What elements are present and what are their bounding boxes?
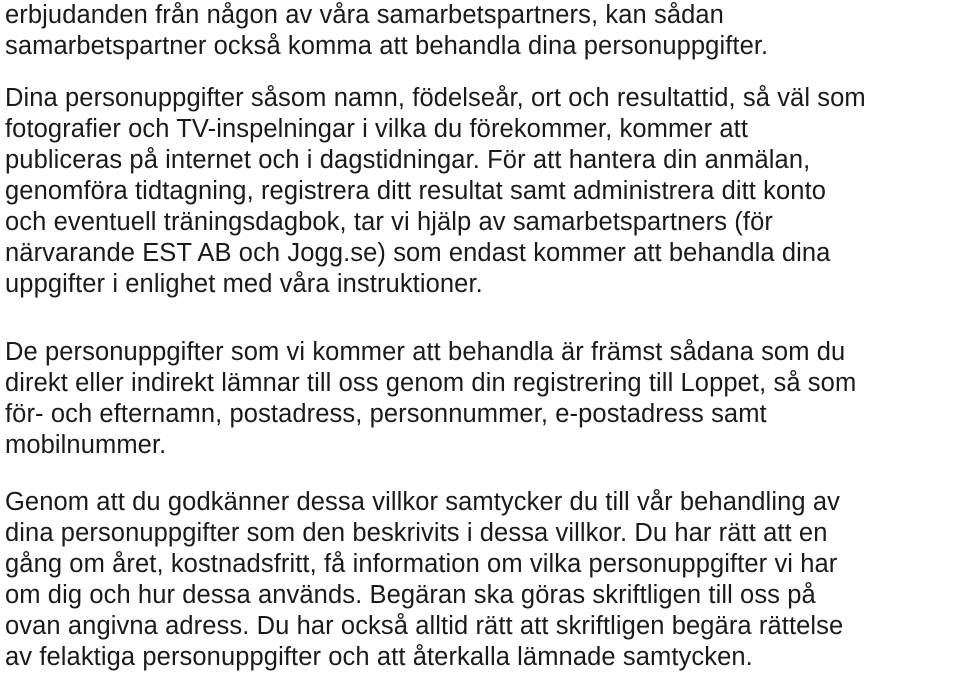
text-line: De personuppgifter som vi kommer att behandla är främst sådana som du (5, 338, 846, 366)
text-line: samarbetspartner också komma att behandla dina personuppgifter. (5, 32, 769, 60)
paragraph-partner-processing (5, 0, 768, 62)
text-line: direkt eller indirekt lämnar till oss genom din registrering till Loppet, så som (5, 369, 857, 397)
text-line: närvarande EST AB och Jogg.se) som endast kommer att behandla dina (5, 239, 831, 267)
text-line: mobilnummer. (5, 431, 167, 459)
text-line: av felaktiga personuppgifter och att återkalla lämnade samtycken. (5, 643, 753, 671)
text-line: erbjudanden från någon av våra samarbetspartners, kan sådan (5, 1, 724, 29)
text-line: uppgifter i enlighet med våra instruktioner. (5, 270, 483, 298)
paragraph-consent-rights (5, 487, 843, 673)
text-line: om dig och hur dessa används. Begäran ska göras skriftligen till oss på (5, 581, 816, 609)
text-line: dina personuppgifter som den beskrivits i dessa villkor. Du har rätt att en (5, 519, 828, 547)
text-line: och eventuell träningsdagbok, tar vi hjälp av samarbetspartners (för (5, 208, 773, 236)
text-line: för- och efternamn, postadress, personnummer, e-postadress samt (5, 400, 767, 428)
text-line: gång om året, kostnadsfritt, få information om vilka personuppgifter vi har (5, 550, 838, 578)
paragraph-data-collected (5, 337, 856, 461)
text-line: genomföra tidtagning, registrera ditt resultat samt administrera ditt konto (5, 177, 827, 205)
text-line: Genom att du godkänner dessa villkor samtycker du till vår behandling av (5, 488, 840, 516)
text-line: ovan angivna adress. Du har också alltid rätt att skriftligen begära rättelse (5, 612, 844, 640)
text-line: Dina personuppgifter såsom namn, födelseår, ort och resultattid, så väl som (5, 84, 866, 112)
paragraph-publication (5, 83, 866, 300)
text-line: fotografier och TV-inspelningar i vilka du förekommer, kommer att (5, 115, 749, 143)
text-line: publiceras på internet och i dagstidningar. För att hantera din anmälan, (5, 146, 811, 174)
